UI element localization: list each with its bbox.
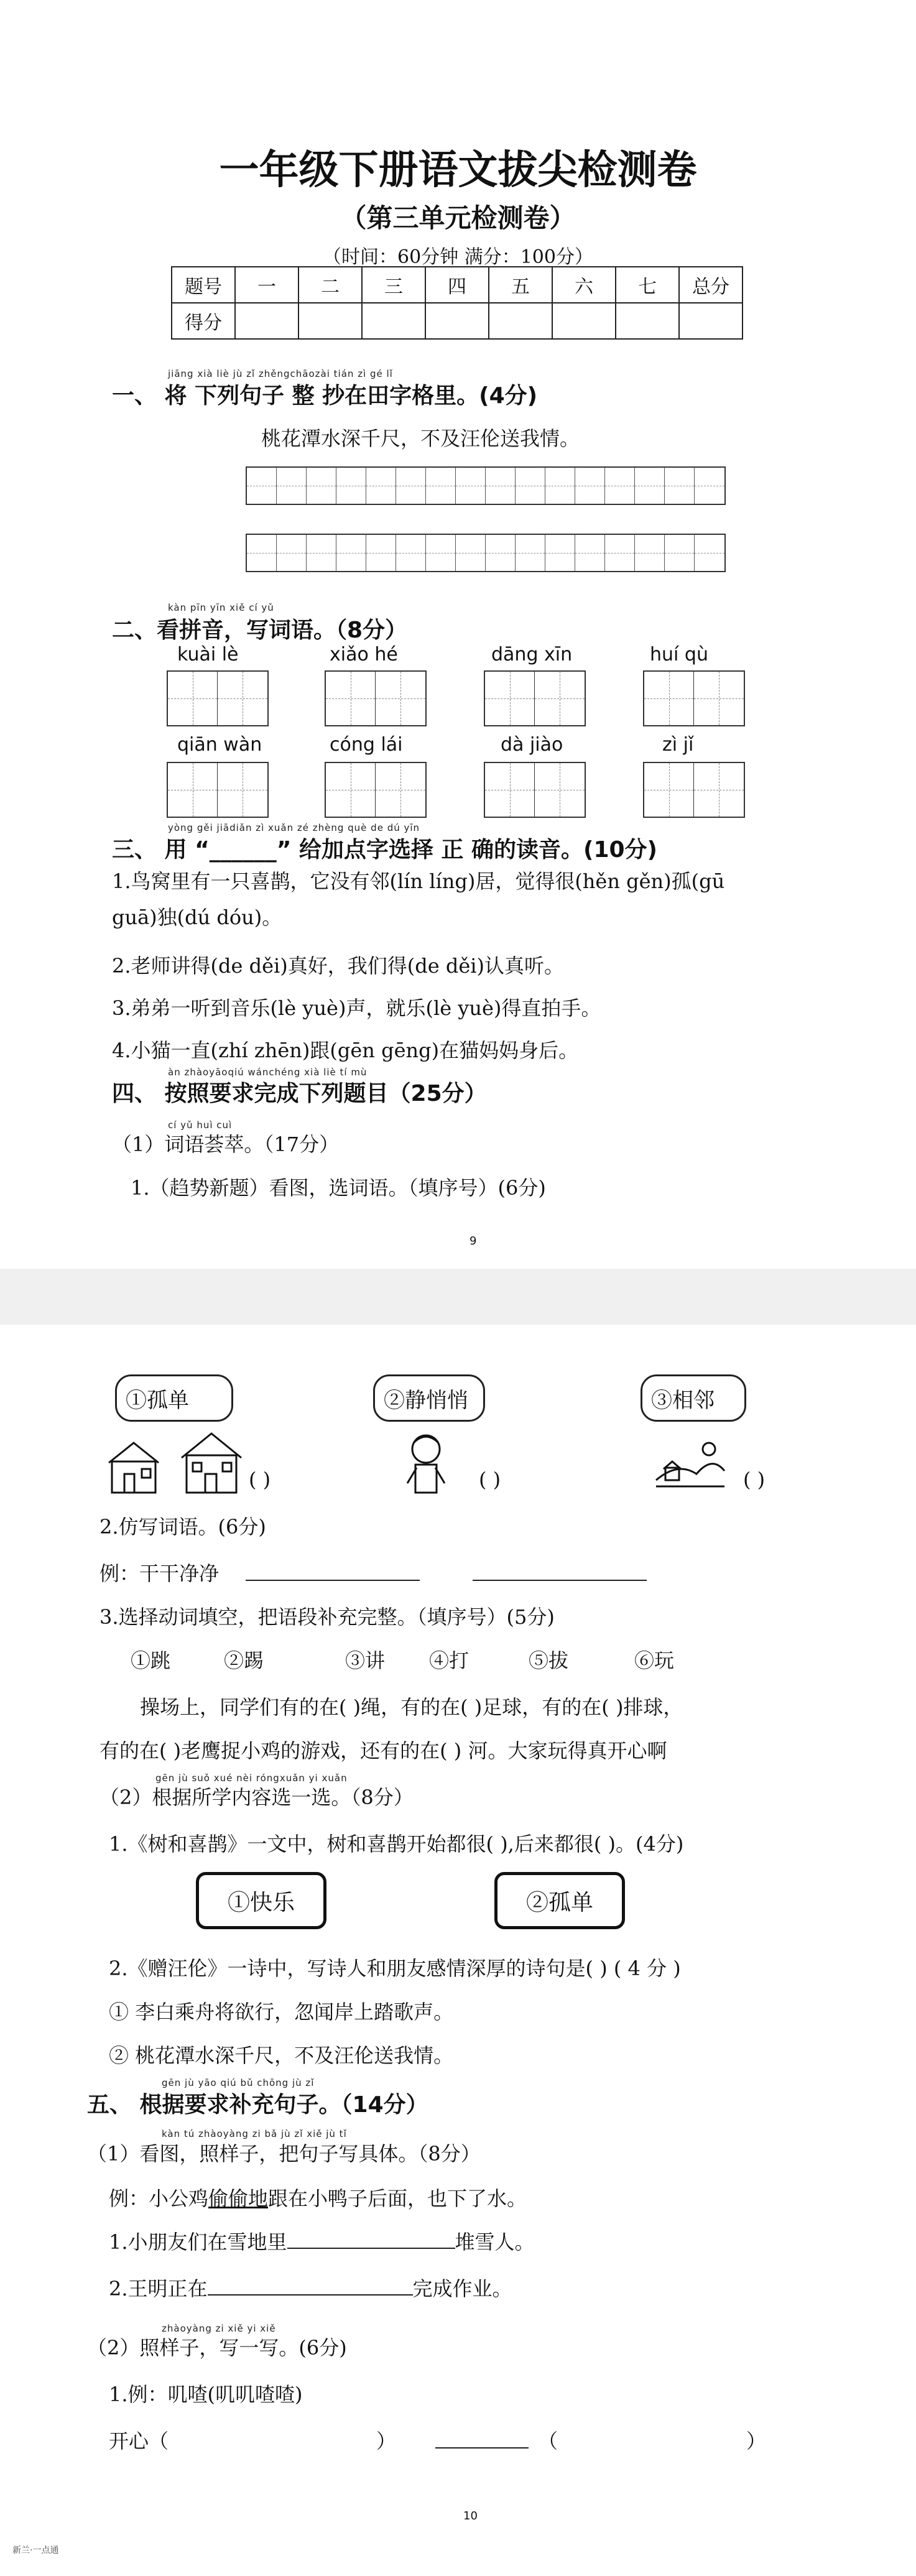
sentence-suffix: 完成作业。 [412, 2277, 512, 2300]
writing-box[interactable] [484, 762, 586, 818]
page-number: 10 [463, 2509, 478, 2523]
verb-option: ⑤拔 [529, 1649, 569, 1672]
question-line: 4.小猫一直(zhí zhēn)跟(gēn gēng)在猫妈妈身后。 [112, 1039, 579, 1062]
fill-sentence-2 [109, 2273, 512, 2302]
writing-box[interactable] [325, 670, 427, 726]
question-line: 3.弟弟一听到音乐(lè yuè)声，就乐(lè yuè)得直拍手。 [112, 996, 601, 1020]
page-one [0, 0, 916, 1269]
page-number: 9 [470, 1235, 477, 1248]
score-header-cell: 总分 [679, 267, 743, 303]
score-header-cell: 五 [489, 267, 552, 303]
question-line: 3.选择动词填空，把语段补充完整。（填序号）(5分) [99, 1605, 555, 1629]
pinyin-word: kuài lè [177, 644, 239, 665]
exam-subtitle: （第三单元检测卷） [340, 203, 576, 233]
score-input-cell[interactable] [425, 303, 489, 339]
paren-close: ） [746, 2429, 767, 2453]
writing-box[interactable] [167, 762, 269, 818]
page-gap [0, 1269, 916, 1325]
score-input-cell[interactable] [298, 303, 362, 339]
answer-blank[interactable] [473, 1580, 647, 1581]
child-illustration [398, 1430, 454, 1499]
pinyin-word: dāng xīn [491, 644, 573, 665]
answer-paren[interactable]: ( ) [743, 1468, 766, 1491]
footer-text: 新兰·一点通 [12, 2546, 59, 2555]
question-line: 1.（趋势新题）看图，选词语。（填序号）(6分) [131, 1176, 546, 1200]
score-row-label: 得分 [172, 303, 235, 339]
score-input-cell[interactable] [489, 303, 552, 339]
question-line: 2.老师讲得(de děi)真好，我们得(de děi)认真听。 [112, 954, 564, 978]
answer-paren[interactable]: ( ) [249, 1468, 271, 1491]
s5-sub2-heading: （2）照样子，写一写。(6分) [87, 2336, 347, 2360]
question-line: guā)独(dú dóu)。 [112, 906, 282, 929]
sentence-prefix: 1.小朋友们在雪地里 [109, 2230, 287, 2254]
score-input-cell[interactable] [616, 303, 679, 339]
section1-heading: 一、 将 下列句子 整 抄在田字格里。(4分) [112, 383, 538, 409]
poem-option: ① 李白乘舟将欲行，忽闻岸上踏歌声。 [109, 2000, 454, 2024]
writing-box[interactable] [325, 762, 427, 818]
writing-box[interactable] [484, 670, 586, 726]
score-input-cell[interactable] [362, 303, 425, 339]
pinyin-word: dà jiào [501, 734, 563, 756]
section5-heading: 五、 根据要求补充句子。（14分） [87, 2092, 428, 2118]
pinyin-word: qiān wàn [177, 734, 262, 756]
s5-sub1-pinyin: kàn tú zhàoyàng zi bǎ jù zǐ xiě jù tǐ [162, 2128, 347, 2139]
verb-option: ①跳 [131, 1649, 171, 1672]
pinyin-word: xiǎo hé [330, 644, 398, 665]
example-line: 1.例：叽喳(叽叽喳喳) [109, 2383, 303, 2406]
verb-option: ④打 [429, 1649, 470, 1672]
verb-option: ⑥玩 [634, 1649, 675, 1672]
answer-blank[interactable] [208, 2276, 413, 2296]
paren-open: （ [538, 2429, 558, 2453]
sub1-heading: （1）词语荟萃。（17分） [112, 1133, 340, 1156]
houses-illustration [106, 1430, 249, 1499]
section2-pinyin: kàn pīn yīn xiě cí yǔ [168, 602, 274, 613]
poem-option: ② 桃花潭水深千尺，不及汪伦送我情。 [109, 2044, 454, 2067]
section3-heading: 三、 用 “______” 给加点字选择 正 确的读音。(10分) [112, 837, 657, 863]
page-two [0, 1325, 916, 2576]
word-bubble: ①孤单 [115, 1374, 233, 1422]
example-line: 例：干干净净 [99, 1562, 220, 1585]
writing-box[interactable] [643, 670, 745, 726]
copy-sentence: 桃花潭水深千尺，不及汪伦送我情。 [261, 427, 580, 450]
question-line: 1.鸟窝里有一只喜鹊，它没有邻(lín líng)居，觉得很(hěn gěn)孤(gū [112, 869, 725, 893]
verb-option: ②踢 [224, 1649, 264, 1672]
score-table [171, 266, 743, 340]
word-bubble: ②静悄悄 [373, 1374, 485, 1422]
exam-title: 一年级下册语文拔尖检测卷 [219, 147, 697, 193]
pinyin-word: huí qù [650, 644, 708, 665]
score-input-cell[interactable] [552, 303, 616, 339]
pinyin-word: zì jǐ [662, 734, 694, 756]
section4-pinyin: àn zhàoyāoqiú wánchéng xià liè tí mù [168, 1067, 368, 1078]
answer-blank[interactable] [435, 2447, 529, 2449]
answer-paren[interactable]: ( ) [479, 1468, 501, 1491]
choice-happy[interactable]: ①快乐 [196, 1872, 326, 1929]
example-prefix: 例：小公鸡 [109, 2187, 209, 2210]
score-input-cell[interactable] [235, 303, 298, 339]
question-line: 开心（ [109, 2429, 169, 2453]
s5-sub1-heading: （1）看图，照样子，把句子写具体。（8分） [87, 2142, 481, 2166]
exam-meta: （时间：60分钟 满分：100分） [323, 246, 593, 268]
sub1-pinyin: cí yǔ huì cuì [168, 1119, 233, 1131]
score-input-cell[interactable] [679, 303, 743, 339]
question-line: 2.仿写词语。(6分) [99, 1515, 266, 1539]
passage-line: 有的在( )老鹰捉小鸡的游戏，还有的在( ) 河。大家玩得真开心啊 [99, 1739, 667, 1763]
choice-lonely[interactable]: ②孤单 [494, 1872, 625, 1929]
answer-blank[interactable] [287, 2229, 455, 2249]
sentence-prefix: 2.王明正在 [109, 2277, 208, 2300]
sub2-pinyin: gēn jù suǒ xué nèi róngxuǎn yi xuǎn [155, 1772, 348, 1784]
word-bubble: ③相邻 [641, 1374, 746, 1422]
passage-line: 操场上，同学们有的在( )绳，有的在( )足球，有的在( )排球， [140, 1695, 683, 1719]
section4-heading: 四、 按照要求完成下列题目（25分） [112, 1081, 487, 1106]
score-header-row [172, 267, 743, 303]
sentence-suffix: 堆雪人。 [455, 2230, 535, 2254]
score-header-cell: 二 [298, 267, 362, 303]
section1-pinyin: jiāng xià liè jù zǐ zhěngchāozài tián zì gé lǐ [168, 368, 393, 379]
question-line: 2.《赠汪伦》一诗中，写诗人和朋友感情深厚的诗句是( ) ( 4 分 ) [109, 1957, 681, 1980]
question-line: 1.《树和喜鹊》一文中，树和喜鹊开始都很( ),后来都很( )。(4分) [109, 1832, 684, 1856]
tianzige-row-2[interactable] [246, 534, 726, 572]
score-header-cell: 六 [552, 267, 616, 303]
section3-pinyin: yòng gěi jiādiǎn zì xuǎn zé zhèng què de dú yīn [168, 822, 420, 833]
score-header-cell: 题号 [172, 267, 235, 303]
tianzige-row-1[interactable] [246, 466, 726, 505]
score-header-cell: 七 [616, 267, 679, 303]
pinyin-word: cóng lái [330, 734, 403, 756]
s5-sub2-pinyin: zhàoyàng zi xiě yi xiě [162, 2323, 276, 2334]
writing-box[interactable] [167, 670, 269, 726]
section5-pinyin: gēn jù yāo qiú bǔ chōng jù zǐ [162, 2077, 315, 2088]
example-sentence [109, 2183, 527, 2212]
fill-sentence-1 [109, 2226, 535, 2255]
example-underlined: 偷偷地 [208, 2187, 269, 2210]
score-value-row [172, 303, 743, 339]
section2-heading: 二、看拼音，写词语。（8分） [112, 618, 408, 643]
score-header-cell: 三 [362, 267, 425, 303]
village-illustration [653, 1437, 728, 1493]
score-header-cell: 四 [425, 267, 489, 303]
score-header-cell: 一 [235, 267, 298, 303]
answer-blank[interactable] [246, 1580, 420, 1581]
verb-option: ③讲 [345, 1649, 386, 1672]
paren-close: ） [376, 2429, 397, 2453]
example-suffix: 跟在小鸭子后面，也下了水。 [268, 2187, 527, 2210]
writing-box[interactable] [643, 762, 745, 818]
sub2-heading: （2）根据所学内容选一选。（8分） [99, 1786, 414, 1809]
